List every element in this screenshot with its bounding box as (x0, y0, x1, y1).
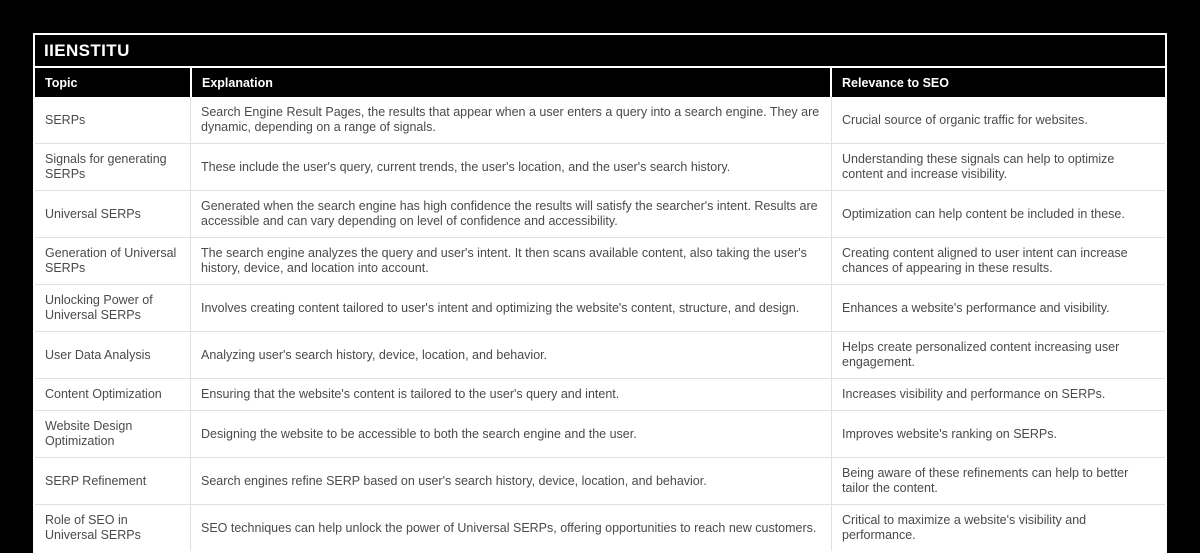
table-header-row (35, 68, 1165, 97)
explanation-cell: Designing the website to be accessible to both the search engine and the user. (190, 411, 831, 457)
topic-cell: Signals for generating SERPs (45, 152, 167, 181)
table-row (35, 505, 1165, 551)
explanation-cell: Generated when the search engine has high confidence the results will satisfy the searcher's intent. Results are accessible and can vary depending on level of confidence and accessibility. (190, 191, 831, 237)
topic-cell: Generation of Universal SERPs (45, 246, 177, 275)
relevance-cell: Helps create personalized content increasing user engagement. (831, 332, 1165, 378)
relevance-cell: Enhances a website's performance and visibility. (831, 285, 1165, 331)
column-header-explanation: Explanation (192, 68, 830, 97)
table-row (35, 332, 1165, 379)
topic-cell: Content Optimization (45, 387, 162, 401)
topic-cell: SERPs (45, 112, 86, 127)
topic-cell: Unlocking Power of Universal SERPs (45, 293, 153, 322)
explanation-cell: SEO techniques can help unlock the power of Universal SERPs, offering opportunities to reach new customers. (190, 505, 831, 551)
table-row (35, 97, 1165, 144)
topic-cell: Role of SEO in Universal SERPs (45, 513, 141, 542)
explanation-cell: Search Engine Result Pages, the results that appear when a user enters a query into a search engine. They are dynamic, depending on a range of signals. (190, 97, 831, 143)
explanation-cell: The search engine analyzes the query and user's intent. It then scans available content, also taking the user's history, device, and location into account. (190, 238, 831, 284)
table-row (35, 411, 1165, 458)
table-row (35, 144, 1165, 191)
serp-seo-table-card (33, 33, 1167, 553)
table-row (35, 191, 1165, 238)
explanation-cell: Ensuring that the website's content is tailored to the user's query and intent. (190, 379, 831, 410)
relevance-cell: Understanding these signals can help to optimize content and increase visibility. (831, 144, 1165, 190)
column-header-topic: Topic (35, 68, 190, 97)
relevance-cell: Increases visibility and performance on SERPs. (831, 379, 1165, 410)
explanation-cell: Analyzing user's search history, device, location, and behavior. (190, 332, 831, 378)
explanation-cell: Involves creating content tailored to user's intent and optimizing the website's content, structure, and design. (190, 285, 831, 331)
table-row (35, 458, 1165, 505)
table-body (35, 97, 1165, 551)
explanation-cell: Search engines refine SERP based on user's search history, device, location, and behavior. (190, 458, 831, 504)
topic-cell: Universal SERPs (45, 206, 141, 221)
relevance-cell: Being aware of these refinements can help to better tailor the content. (831, 458, 1165, 504)
topic-cell: Website Design Optimization (45, 419, 133, 448)
table-row (35, 238, 1165, 285)
brand-title-bar (35, 35, 1165, 66)
relevance-cell: Creating content aligned to user intent can increase chances of appearing in these results. (831, 238, 1165, 284)
brand-title: IIENSTITU (44, 40, 130, 60)
table-row (35, 379, 1165, 411)
relevance-cell: Optimization can help content be included in these. (831, 191, 1165, 237)
explanation-cell: These include the user's query, current trends, the user's location, and the user's search history. (190, 144, 831, 190)
relevance-cell: Crucial source of organic traffic for websites. (831, 97, 1165, 143)
column-header-relevance: Relevance to SEO (832, 68, 1165, 97)
relevance-cell: Improves website's ranking on SERPs. (831, 411, 1165, 457)
relevance-cell: Critical to maximize a website's visibility and performance. (831, 505, 1165, 551)
table-row (35, 285, 1165, 332)
topic-cell: User Data Analysis (45, 347, 151, 362)
topic-cell: SERP Refinement (45, 473, 147, 488)
